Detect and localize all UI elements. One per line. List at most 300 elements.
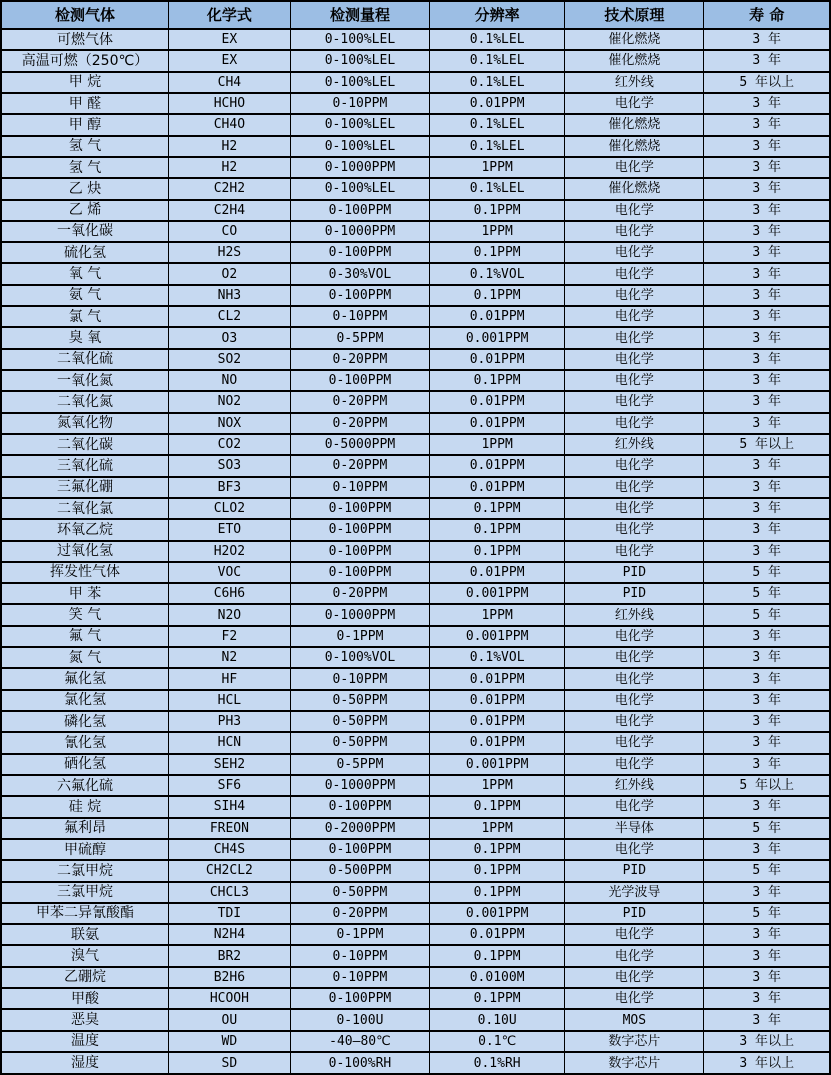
cell-lifespan: 3 年 [704, 391, 830, 412]
cell-principle: 电化学 [565, 349, 704, 370]
cell-formula: PH3 [168, 711, 290, 732]
cell-range: 0-500PPM [290, 860, 429, 881]
cell-formula: CO2 [168, 434, 290, 455]
cell-formula: CH4O [168, 114, 290, 135]
cell-principle: 电化学 [565, 93, 704, 114]
cell-resolution: 0.01PPM [430, 306, 565, 327]
cell-gas: 甲 烷 [1, 72, 168, 93]
cell-principle: 电化学 [565, 306, 704, 327]
cell-formula: CH4S [168, 839, 290, 860]
table-row [1, 626, 830, 647]
cell-formula: H2 [168, 157, 290, 178]
table-row [1, 839, 830, 860]
cell-resolution: 0.01PPM [430, 668, 565, 689]
cell-resolution: 0.001PPM [430, 583, 565, 604]
cell-lifespan: 3 年 [704, 263, 830, 284]
cell-formula: EX [168, 50, 290, 71]
cell-lifespan: 3 年 [704, 221, 830, 242]
cell-formula: BF3 [168, 477, 290, 498]
cell-principle: 电化学 [565, 327, 704, 348]
cell-principle: 电化学 [565, 242, 704, 263]
cell-lifespan: 3 年 [704, 50, 830, 71]
table-row [1, 434, 830, 455]
cell-range: 0-100PPM [290, 541, 429, 562]
table-row [1, 754, 830, 775]
cell-gas: 氮氧化物 [1, 413, 168, 434]
cell-resolution: 0.0100M [430, 967, 565, 988]
cell-resolution: 0.1PPM [430, 519, 565, 540]
cell-lifespan: 3 年 [704, 136, 830, 157]
cell-range: -40—80℃ [290, 1031, 429, 1052]
table-row [1, 455, 830, 476]
cell-resolution: 0.01PPM [430, 455, 565, 476]
cell-formula: OU [168, 1009, 290, 1030]
cell-range: 0-100PPM [290, 519, 429, 540]
cell-resolution: 0.10U [430, 1009, 565, 1030]
cell-formula: NO2 [168, 391, 290, 412]
cell-gas: 氧 气 [1, 263, 168, 284]
cell-principle: 电化学 [565, 455, 704, 476]
cell-formula: CO [168, 221, 290, 242]
table-row [1, 690, 830, 711]
table-row [1, 327, 830, 348]
cell-principle: 电化学 [565, 924, 704, 945]
cell-resolution: 0.1PPM [430, 796, 565, 817]
cell-gas: 氟 气 [1, 626, 168, 647]
table-row [1, 882, 830, 903]
cell-lifespan: 3 年以上 [704, 1031, 830, 1052]
cell-principle: 电化学 [565, 391, 704, 412]
cell-formula: NH3 [168, 285, 290, 306]
cell-resolution: 0.001PPM [430, 626, 565, 647]
cell-lifespan: 3 年 [704, 93, 830, 114]
table-row [1, 178, 830, 199]
cell-lifespan: 3 年 [704, 668, 830, 689]
cell-principle: 红外线 [565, 775, 704, 796]
header-resolution: 分辨率 [430, 1, 565, 29]
table-row [1, 29, 830, 50]
cell-range: 0-100%LEL [290, 114, 429, 135]
cell-gas: 臭 氧 [1, 327, 168, 348]
cell-lifespan: 5 年以上 [704, 72, 830, 93]
table-row [1, 50, 830, 71]
table-row [1, 562, 830, 583]
cell-range: 0-1PPM [290, 924, 429, 945]
cell-resolution: 0.1℃ [430, 1031, 565, 1052]
cell-formula: CH2CL2 [168, 860, 290, 881]
cell-lifespan: 3 年 [704, 945, 830, 966]
table-header [1, 1, 830, 29]
cell-gas: 甲苯二异氰酸酯 [1, 903, 168, 924]
cell-range: 0-50PPM [290, 882, 429, 903]
cell-range: 0-10PPM [290, 306, 429, 327]
cell-principle: 红外线 [565, 434, 704, 455]
cell-resolution: 0.1%RH [430, 1052, 565, 1074]
header-row [1, 1, 830, 29]
table-row [1, 668, 830, 689]
cell-formula: VOC [168, 562, 290, 583]
cell-lifespan: 3 年 [704, 626, 830, 647]
cell-lifespan: 3 年 [704, 519, 830, 540]
cell-lifespan: 3 年 [704, 647, 830, 668]
cell-resolution: 0.01PPM [430, 349, 565, 370]
table-row [1, 1031, 830, 1052]
table-row [1, 263, 830, 284]
cell-gas: 氟化氢 [1, 668, 168, 689]
table-row [1, 413, 830, 434]
cell-gas: 三氟化硼 [1, 477, 168, 498]
cell-resolution: 1PPM [430, 818, 565, 839]
cell-resolution: 0.01PPM [430, 562, 565, 583]
table-row [1, 711, 830, 732]
cell-resolution: 1PPM [430, 604, 565, 625]
cell-principle: 电化学 [565, 413, 704, 434]
cell-lifespan: 5 年 [704, 583, 830, 604]
cell-formula: HCOOH [168, 988, 290, 1009]
cell-gas: 氢 气 [1, 157, 168, 178]
cell-resolution: 0.001PPM [430, 903, 565, 924]
cell-resolution: 0.1%VOL [430, 263, 565, 284]
cell-gas: 温度 [1, 1031, 168, 1052]
cell-range: 0-100PPM [290, 988, 429, 1009]
table-row [1, 924, 830, 945]
cell-resolution: 0.01PPM [430, 690, 565, 711]
cell-gas: 恶臭 [1, 1009, 168, 1030]
table-row [1, 349, 830, 370]
cell-gas: 乙 炔 [1, 178, 168, 199]
cell-resolution: 0.1PPM [430, 498, 565, 519]
cell-lifespan: 5 年以上 [704, 775, 830, 796]
cell-gas: 挥发性气体 [1, 562, 168, 583]
cell-formula: HF [168, 668, 290, 689]
cell-resolution: 0.1PPM [430, 839, 565, 860]
cell-lifespan: 3 年 [704, 455, 830, 476]
cell-principle: 催化燃烧 [565, 136, 704, 157]
cell-gas: 氰化氢 [1, 732, 168, 753]
cell-range: 0-10PPM [290, 93, 429, 114]
cell-lifespan: 3 年 [704, 498, 830, 519]
cell-range: 0-100%RH [290, 1052, 429, 1074]
cell-range: 0-100%LEL [290, 29, 429, 50]
table-row [1, 221, 830, 242]
cell-resolution: 0.1%LEL [430, 114, 565, 135]
cell-principle: 电化学 [565, 370, 704, 391]
cell-formula: HCHO [168, 93, 290, 114]
cell-range: 0-20PPM [290, 391, 429, 412]
header-range: 检测量程 [290, 1, 429, 29]
cell-lifespan: 5 年 [704, 860, 830, 881]
cell-principle: 催化燃烧 [565, 50, 704, 71]
cell-formula: H2 [168, 136, 290, 157]
cell-gas: 甲 苯 [1, 583, 168, 604]
cell-range: 0-1PPM [290, 626, 429, 647]
cell-gas: 笑 气 [1, 604, 168, 625]
cell-principle: 电化学 [565, 200, 704, 221]
cell-formula: SIH4 [168, 796, 290, 817]
cell-resolution: 0.1%LEL [430, 50, 565, 71]
cell-range: 0-20PPM [290, 349, 429, 370]
cell-resolution: 0.1PPM [430, 945, 565, 966]
table-row [1, 306, 830, 327]
cell-resolution: 0.1PPM [430, 285, 565, 306]
cell-formula: O2 [168, 263, 290, 284]
cell-formula: SF6 [168, 775, 290, 796]
cell-principle: 数字芯片 [565, 1031, 704, 1052]
cell-resolution: 0.1PPM [430, 860, 565, 881]
cell-formula: C2H2 [168, 178, 290, 199]
cell-lifespan: 3 年 [704, 690, 830, 711]
cell-principle: MOS [565, 1009, 704, 1030]
cell-range: 0-20PPM [290, 413, 429, 434]
cell-resolution: 0.01PPM [430, 391, 565, 412]
cell-range: 0-50PPM [290, 690, 429, 711]
cell-principle: 光学波导 [565, 882, 704, 903]
cell-lifespan: 3 年 [704, 29, 830, 50]
cell-range: 0-10PPM [290, 477, 429, 498]
cell-principle: 电化学 [565, 626, 704, 647]
cell-formula: TDI [168, 903, 290, 924]
header-principle: 技术原理 [565, 1, 704, 29]
cell-resolution: 0.1PPM [430, 988, 565, 1009]
cell-lifespan: 3 年 [704, 882, 830, 903]
table-row [1, 370, 830, 391]
cell-principle: 电化学 [565, 711, 704, 732]
cell-range: 0-100PPM [290, 242, 429, 263]
table-row [1, 519, 830, 540]
cell-range: 0-1000PPM [290, 604, 429, 625]
cell-range: 0-100PPM [290, 839, 429, 860]
table-row [1, 1052, 830, 1074]
cell-lifespan: 5 年 [704, 604, 830, 625]
cell-range: 0-10PPM [290, 945, 429, 966]
cell-principle: 电化学 [565, 541, 704, 562]
cell-range: 0-10PPM [290, 668, 429, 689]
cell-principle: 催化燃烧 [565, 114, 704, 135]
cell-formula: N2H4 [168, 924, 290, 945]
cell-gas: 硅 烷 [1, 796, 168, 817]
cell-gas: 氯化氢 [1, 690, 168, 711]
cell-gas: 氨 气 [1, 285, 168, 306]
cell-lifespan: 3 年 [704, 114, 830, 135]
cell-range: 0-20PPM [290, 903, 429, 924]
table-row [1, 157, 830, 178]
cell-principle: 电化学 [565, 945, 704, 966]
cell-gas: 三氧化硫 [1, 455, 168, 476]
cell-range: 0-5PPM [290, 754, 429, 775]
cell-formula: C2H4 [168, 200, 290, 221]
cell-lifespan: 3 年 [704, 967, 830, 988]
cell-range: 0-20PPM [290, 583, 429, 604]
cell-formula: SO2 [168, 349, 290, 370]
cell-gas: 联氨 [1, 924, 168, 945]
cell-formula: F2 [168, 626, 290, 647]
cell-range: 0-1000PPM [290, 157, 429, 178]
cell-range: 0-1000PPM [290, 221, 429, 242]
cell-gas: 高温可燃（250℃） [1, 50, 168, 71]
cell-resolution: 0.01PPM [430, 477, 565, 498]
cell-range: 0-100PPM [290, 796, 429, 817]
table-row [1, 583, 830, 604]
cell-gas: 硒化氢 [1, 754, 168, 775]
cell-gas: 乙 烯 [1, 200, 168, 221]
cell-lifespan: 3 年 [704, 413, 830, 434]
cell-lifespan: 3 年 [704, 306, 830, 327]
cell-gas: 二氧化氯 [1, 498, 168, 519]
table-row [1, 647, 830, 668]
table-row [1, 114, 830, 135]
cell-resolution: 0.1PPM [430, 541, 565, 562]
table-row [1, 541, 830, 562]
cell-lifespan: 3 年 [704, 477, 830, 498]
cell-lifespan: 5 年 [704, 903, 830, 924]
cell-lifespan: 3 年 [704, 285, 830, 306]
cell-range: 0-100%VOL [290, 647, 429, 668]
cell-resolution: 0.001PPM [430, 327, 565, 348]
cell-resolution: 0.001PPM [430, 754, 565, 775]
cell-resolution: 0.1PPM [430, 882, 565, 903]
table-row [1, 988, 830, 1009]
cell-formula: N2 [168, 647, 290, 668]
cell-formula: SEH2 [168, 754, 290, 775]
cell-principle: 电化学 [565, 732, 704, 753]
cell-lifespan: 3 年 [704, 1009, 830, 1030]
cell-range: 0-1000PPM [290, 775, 429, 796]
cell-range: 0-100%LEL [290, 136, 429, 157]
cell-formula: BR2 [168, 945, 290, 966]
cell-resolution: 0.1PPM [430, 370, 565, 391]
cell-range: 0-100PPM [290, 498, 429, 519]
table-row [1, 818, 830, 839]
cell-formula: NOX [168, 413, 290, 434]
cell-lifespan: 3 年以上 [704, 1052, 830, 1074]
table-row [1, 945, 830, 966]
table-row [1, 93, 830, 114]
cell-lifespan: 5 年以上 [704, 434, 830, 455]
cell-gas: 六氟化硫 [1, 775, 168, 796]
cell-principle: 电化学 [565, 285, 704, 306]
cell-principle: 电化学 [565, 754, 704, 775]
cell-resolution: 0.01PPM [430, 732, 565, 753]
cell-resolution: 0.1%VOL [430, 647, 565, 668]
cell-lifespan: 3 年 [704, 242, 830, 263]
cell-formula: HCL [168, 690, 290, 711]
cell-lifespan: 3 年 [704, 924, 830, 945]
cell-gas: 二氧化硫 [1, 349, 168, 370]
header-gas: 检测气体 [1, 1, 168, 29]
cell-lifespan: 3 年 [704, 349, 830, 370]
cell-range: 0-100U [290, 1009, 429, 1030]
table-row [1, 860, 830, 881]
cell-resolution: 0.1%LEL [430, 72, 565, 93]
cell-principle: 电化学 [565, 157, 704, 178]
cell-formula: NO [168, 370, 290, 391]
cell-lifespan: 3 年 [704, 178, 830, 199]
cell-principle: 红外线 [565, 604, 704, 625]
cell-principle: 催化燃烧 [565, 178, 704, 199]
cell-range: 0-100%LEL [290, 72, 429, 93]
cell-formula: CHCL3 [168, 882, 290, 903]
cell-gas: 可燃气体 [1, 29, 168, 50]
cell-principle: PID [565, 860, 704, 881]
cell-lifespan: 3 年 [704, 541, 830, 562]
cell-range: 0-100PPM [290, 285, 429, 306]
table-row [1, 903, 830, 924]
cell-resolution: 0.1PPM [430, 242, 565, 263]
cell-lifespan: 3 年 [704, 157, 830, 178]
cell-gas: 氟利昂 [1, 818, 168, 839]
cell-gas: 环氧乙烷 [1, 519, 168, 540]
cell-gas: 氢 气 [1, 136, 168, 157]
cell-resolution: 1PPM [430, 221, 565, 242]
cell-principle: 电化学 [565, 647, 704, 668]
cell-gas: 溴气 [1, 945, 168, 966]
cell-principle: 半导体 [565, 818, 704, 839]
cell-resolution: 1PPM [430, 434, 565, 455]
cell-gas: 过氧化氢 [1, 541, 168, 562]
table-row [1, 796, 830, 817]
cell-gas: 二氯甲烷 [1, 860, 168, 881]
header-lifespan: 寿 命 [704, 1, 830, 29]
cell-gas: 二氧化碳 [1, 434, 168, 455]
cell-resolution: 1PPM [430, 157, 565, 178]
cell-resolution: 0.1%LEL [430, 29, 565, 50]
cell-lifespan: 3 年 [704, 754, 830, 775]
cell-gas: 硫化氢 [1, 242, 168, 263]
cell-range: 0-50PPM [290, 711, 429, 732]
cell-gas: 一氧化氮 [1, 370, 168, 391]
cell-principle: 电化学 [565, 796, 704, 817]
cell-principle: PID [565, 583, 704, 604]
table-row [1, 72, 830, 93]
cell-gas: 乙硼烷 [1, 967, 168, 988]
table-row [1, 604, 830, 625]
cell-gas: 氮 气 [1, 647, 168, 668]
cell-range: 0-100PPM [290, 370, 429, 391]
cell-lifespan: 3 年 [704, 796, 830, 817]
cell-formula: CL2 [168, 306, 290, 327]
cell-principle: 电化学 [565, 477, 704, 498]
cell-gas: 甲酸 [1, 988, 168, 1009]
cell-range: 0-5PPM [290, 327, 429, 348]
cell-principle: 电化学 [565, 221, 704, 242]
table-row [1, 498, 830, 519]
cell-range: 0-100PPM [290, 562, 429, 583]
cell-gas: 甲硫醇 [1, 839, 168, 860]
cell-principle: 电化学 [565, 839, 704, 860]
cell-formula: SO3 [168, 455, 290, 476]
table-row [1, 775, 830, 796]
table-body [1, 29, 830, 1074]
cell-formula: O3 [168, 327, 290, 348]
cell-principle: 红外线 [565, 72, 704, 93]
cell-principle: 催化燃烧 [565, 29, 704, 50]
cell-resolution: 0.01PPM [430, 413, 565, 434]
cell-range: 0-100%LEL [290, 178, 429, 199]
cell-resolution: 0.01PPM [430, 711, 565, 732]
cell-range: 0-100PPM [290, 200, 429, 221]
cell-principle: PID [565, 903, 704, 924]
cell-lifespan: 3 年 [704, 327, 830, 348]
cell-principle: 电化学 [565, 668, 704, 689]
cell-principle: PID [565, 562, 704, 583]
cell-formula: CH4 [168, 72, 290, 93]
cell-principle: 电化学 [565, 690, 704, 711]
cell-range: 0-20PPM [290, 455, 429, 476]
cell-formula: B2H6 [168, 967, 290, 988]
cell-resolution: 0.01PPM [430, 93, 565, 114]
cell-gas: 磷化氢 [1, 711, 168, 732]
cell-resolution: 0.1%LEL [430, 136, 565, 157]
